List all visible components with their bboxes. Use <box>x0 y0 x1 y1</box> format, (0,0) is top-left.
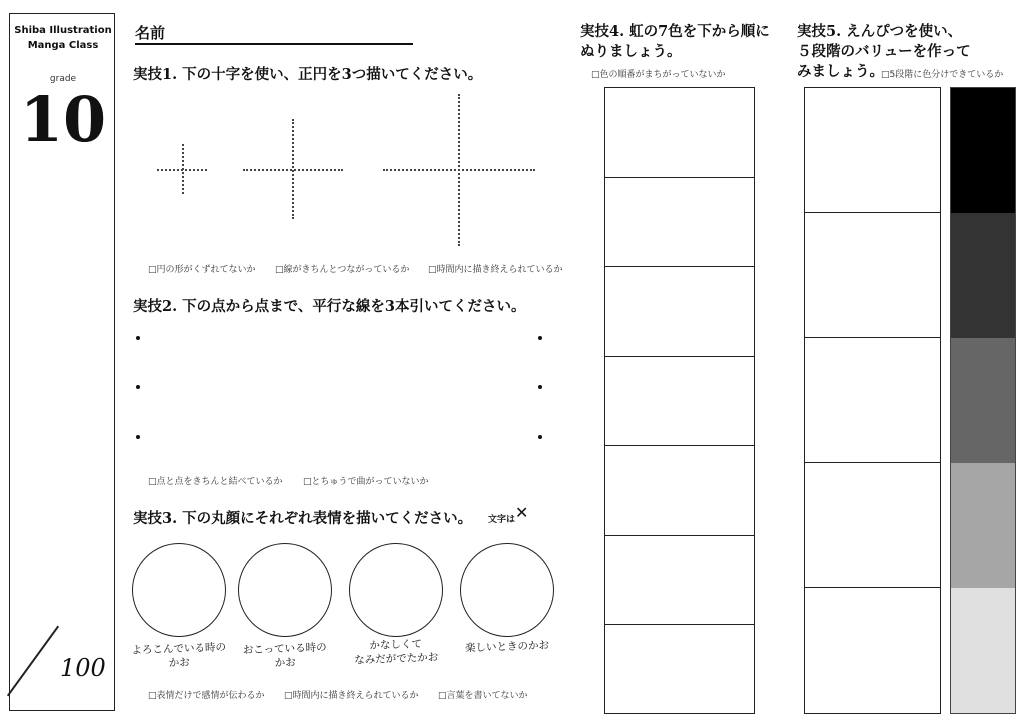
score-slash <box>7 626 59 697</box>
dot-right-3 <box>538 435 542 439</box>
value-practice-cell-2[interactable] <box>805 213 940 338</box>
score-total: 100 <box>60 654 106 682</box>
rainbow-cell-5[interactable] <box>605 267 754 357</box>
face-circle-angry[interactable] <box>238 543 332 637</box>
rainbow-cell-3[interactable] <box>605 446 754 536</box>
task4-check[interactable]: □色の順番がまちがっていないか <box>591 70 726 80</box>
name-field[interactable] <box>135 43 413 45</box>
face-label-angry <box>230 640 341 672</box>
task5-title-line3: みましょう。 <box>797 63 884 80</box>
dot-right-1 <box>538 336 542 340</box>
dot-left-2 <box>136 385 140 389</box>
face-label-angry-line2: かお <box>274 656 296 670</box>
rainbow-column <box>604 87 755 714</box>
face-label-angry-line1: おこっている時の <box>242 641 327 657</box>
task3-check-2[interactable]: □時間内に描き終えられているか <box>284 691 419 701</box>
value-practice-cell-5[interactable] <box>805 588 940 713</box>
value-swatch-1 <box>951 88 1015 213</box>
cross-medium-vertical <box>292 119 294 219</box>
value-practice-cell-3[interactable] <box>805 338 940 463</box>
task5-title-line2: ５段階のバリューを作って <box>797 43 971 60</box>
face-circle-sad[interactable] <box>349 543 443 637</box>
grade-label: grade <box>49 74 77 84</box>
grade-panel <box>9 13 115 711</box>
task3-check-3[interactable]: □言葉を書いてないか <box>438 691 528 701</box>
task5-check[interactable]: □5段階に色分けできているか <box>881 70 1004 80</box>
task1-check-3[interactable]: □時間内に描き終えられているか <box>428 265 563 275</box>
name-label: 名前 <box>135 24 166 42</box>
rainbow-cell-4[interactable] <box>605 357 754 447</box>
task1-check-1[interactable]: □円の形がくずれてないか <box>148 265 256 275</box>
task2-check-2[interactable]: □とちゅうで曲がっていないか <box>303 477 429 487</box>
value-practice-cell-1[interactable] <box>805 88 940 213</box>
school-name: Shiba Illustration Manga Class <box>14 25 112 51</box>
task1-title: 実技1. 下の十字を使い、正円を3つ描いてください。 <box>133 66 483 83</box>
task4-title <box>580 22 770 62</box>
face-label-sad-line2: なみだがでたかお <box>354 651 439 667</box>
task2-check-1[interactable]: □点と点をきちんと結べているか <box>148 477 283 487</box>
face-label-happy-line2: かお <box>168 656 190 670</box>
face-circle-happy[interactable] <box>132 543 226 637</box>
value-practice-cell-4[interactable] <box>805 463 940 588</box>
task2-title: 実技2. 下の点から点まで、平行な線を3本引いてください。 <box>133 298 526 315</box>
value-scale <box>950 87 1016 714</box>
task3-check-1[interactable]: □表情だけで感情が伝わるか <box>148 691 265 701</box>
task5-title-line1: 実技5. えんぴつを使い、 <box>797 23 963 40</box>
face-circle-fun[interactable] <box>460 543 554 637</box>
face-label-fun <box>452 638 562 656</box>
dot-left-1 <box>136 336 140 340</box>
face-label-sad <box>341 636 452 668</box>
face-label-happy <box>124 640 235 672</box>
dot-left-3 <box>136 435 140 439</box>
task3-note: 文字は <box>488 515 516 525</box>
value-swatch-2 <box>951 213 1015 338</box>
face-label-sad-line1: かなしくて <box>369 638 423 652</box>
value-swatch-3 <box>951 338 1015 463</box>
rainbow-cell-1[interactable] <box>605 625 754 712</box>
task4-title-line2: ぬりましょう。 <box>580 43 682 60</box>
task4-title-line1: 実技4. 虹の7色を下から順に <box>580 23 770 40</box>
task1-check-2[interactable]: □線がきちんとつながっているか <box>275 265 410 275</box>
value-swatch-5 <box>951 588 1015 713</box>
value-swatch-4 <box>951 463 1015 588</box>
cross-small-vertical <box>182 144 184 194</box>
rainbow-cell-2[interactable] <box>605 536 754 626</box>
face-label-happy-line1: よろこんでいる時の <box>131 641 227 657</box>
cross-large-vertical <box>458 94 460 246</box>
task3-title: 実技3. 下の丸顔にそれぞれ表情を描いてください。 <box>133 510 473 527</box>
value-practice-column <box>804 87 941 714</box>
face-label-fun-line1: 楽しいときのかお <box>464 639 550 655</box>
grade-number: 10 <box>19 83 107 156</box>
dot-right-2 <box>538 385 542 389</box>
no-text-mark-icon: ✕ <box>515 503 529 522</box>
rainbow-cell-7[interactable] <box>605 88 754 178</box>
rainbow-cell-6[interactable] <box>605 178 754 268</box>
